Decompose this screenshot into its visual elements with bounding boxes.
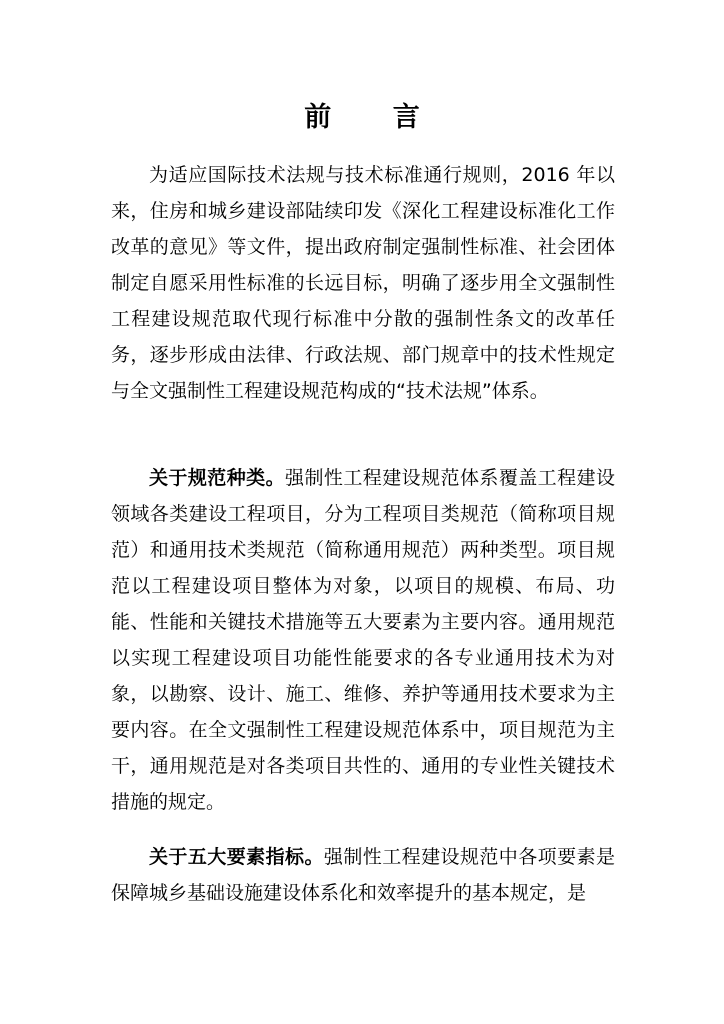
paragraph-3	[111, 839, 615, 911]
paragraph-3-text: 强制性工程建设规范中各项要素是保障城乡基础设施建设体系化和效率提升的基本规定，是	[111, 846, 615, 904]
paragraph-1	[111, 157, 615, 409]
paragraph-2	[111, 460, 615, 820]
paragraph-3-lead: 关于五大要素指标。	[149, 846, 324, 868]
paragraph-2-lead: 关于规范种类。	[149, 467, 286, 489]
paragraph-1-text: 为适应国际技术法规与技术标准通行规则，2016 年以来，住房和城乡建设部陆续印发《深化工程建设标准化工作改革的意见》等文件，提出政府制定强制性标准、社会团体制定自愿采用性标准的长远目标，明确了逐步用全文强制性工程建设规范取代现行标准中分散的强制性条文的改革任务，逐步形成由法律、行政法规、部门规章中的技术性规定与全文强制性工程建设规范构成的“技术法规”体系。	[111, 164, 615, 402]
page-title: 前 言	[304, 102, 446, 133]
paragraph-2-text: 强制性工程建设规范体系覆盖工程建设领域各类建设工程项目，分为工程项目类规范（简称项目规范）和通用技术类规范（简称通用规范）两种类型。项目规范以工程建设项目整体为对象，以项目的规模、布局、功能、性能和关键技术措施等五大要素为主要内容。通用规范以实现工程建设项目功能性能要求的各专业通用技术为对象，以勘察、设计、施工、维修、养护等通用技术要求为主要内容。在全文强制性工程建设规范体系中，项目规范为主干，通用规范是对各类项目共性的、通用的专业性关键技术措施的规定。	[111, 467, 615, 813]
